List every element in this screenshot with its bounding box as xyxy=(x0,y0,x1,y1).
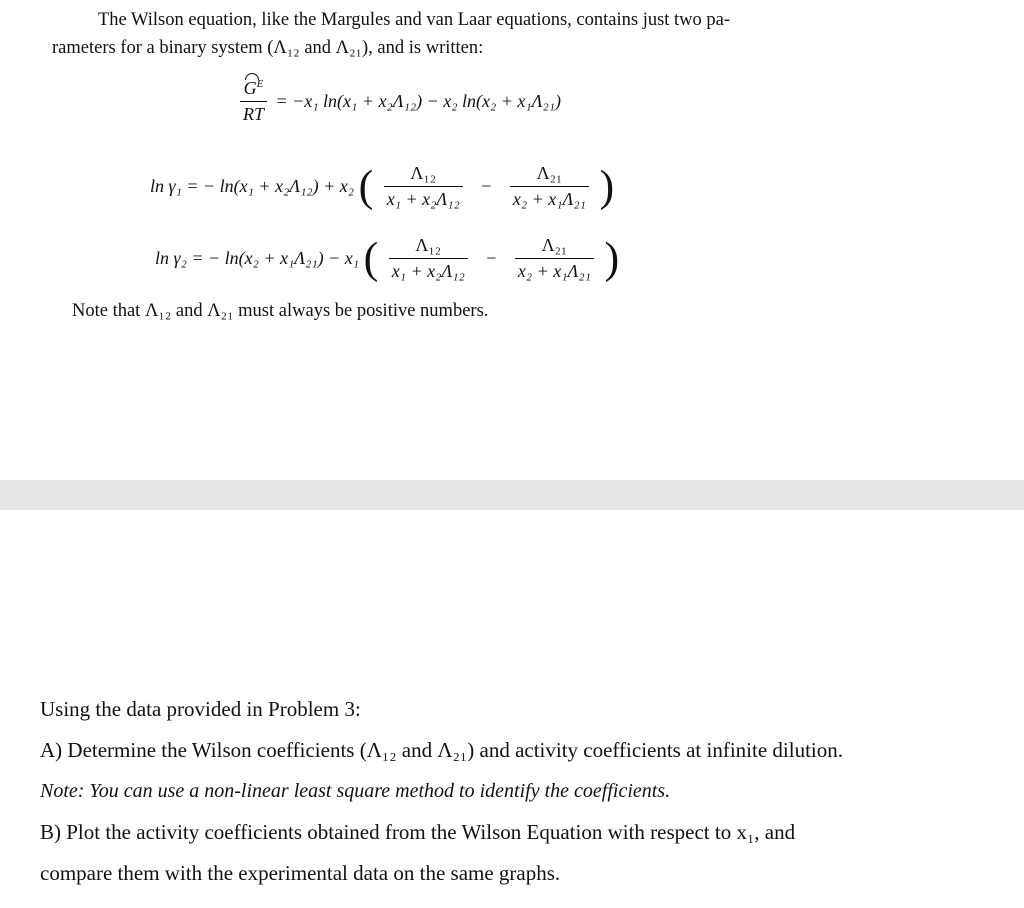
frac-a-numerator: Λ₁₂ xyxy=(410,163,437,183)
gamma2-frac-a xyxy=(389,235,468,282)
problem-line-4: B) Plot the activity coefficients obtained from the Wilson Equation with respect to x₁, and xyxy=(40,820,796,844)
ge-symbol: G xyxy=(243,78,257,98)
minus-sign: − xyxy=(481,176,492,196)
gamma2-frac-b xyxy=(515,235,594,282)
positive-note: Note that Λ₁₂ and Λ₂₁ must always be positive numbers. xyxy=(72,301,489,321)
problem-line-1: Using the data provided in Problem 3: xyxy=(40,697,361,721)
gamma1-frac-a xyxy=(384,163,463,210)
section-divider xyxy=(0,480,1024,510)
frac-a-denominator: x₁ + x₂Λ₁₂ xyxy=(384,186,463,210)
excess-gibbs-equation xyxy=(240,78,561,125)
close-paren: ) xyxy=(604,233,620,283)
frac-b-numerator: Λ₂₁ xyxy=(536,163,563,183)
intro-line-2: rameters for a binary system (Λ₁₂ and Λ₂₁), and is written: xyxy=(52,38,484,58)
frac-b-denominator: x₂ + x₁Λ₂₁ xyxy=(510,186,589,210)
close-paren: ) xyxy=(599,161,615,211)
ge-rhs: = −x₁ ln(x₁ + x₂Λ₁₂) − x₂ ln(x₂ + x₁Λ₂₁) xyxy=(275,91,561,111)
frac-a-numerator: Λ₁₂ xyxy=(415,235,442,255)
intro-line-1: The Wilson equation, like the Margules and van Laar equations, contains just two pa- xyxy=(98,10,731,30)
open-paren: ( xyxy=(358,161,374,211)
problem-line-2: A) Determine the Wilson coefficients (Λ₁₂ and Λ₂₁) and activity coefficients at infinite dilution. xyxy=(40,738,844,762)
rt-denominator: RT xyxy=(240,101,267,125)
open-paren: ( xyxy=(363,233,379,283)
gamma2-lhs: ln γ₂ = − ln(x₂ + x₁Λ₂₁) − x₁ xyxy=(155,248,360,268)
problem-line-5: compare them with the experimental data on the same graphs. xyxy=(40,861,561,885)
gamma1-frac-b xyxy=(510,163,589,210)
ge-over-rt-fraction xyxy=(240,78,267,125)
gamma1-lhs: ln γ₁ = − ln(x₁ + x₂Λ₁₂) + x₂ xyxy=(150,176,355,196)
frac-b-numerator: Λ₂₁ xyxy=(541,235,568,255)
ge-superscript: E xyxy=(256,78,264,90)
ln-gamma2-equation xyxy=(155,235,619,282)
minus-sign: − xyxy=(486,248,497,268)
frac-a-denominator: x₁ + x₂Λ₁₂ xyxy=(389,258,468,282)
frac-b-denominator: x₂ + x₁Λ₂₁ xyxy=(515,258,594,282)
ln-gamma1-equation xyxy=(150,163,614,210)
problem-note: Note: You can use a non-linear least square method to identify the coefficients. xyxy=(40,780,671,802)
